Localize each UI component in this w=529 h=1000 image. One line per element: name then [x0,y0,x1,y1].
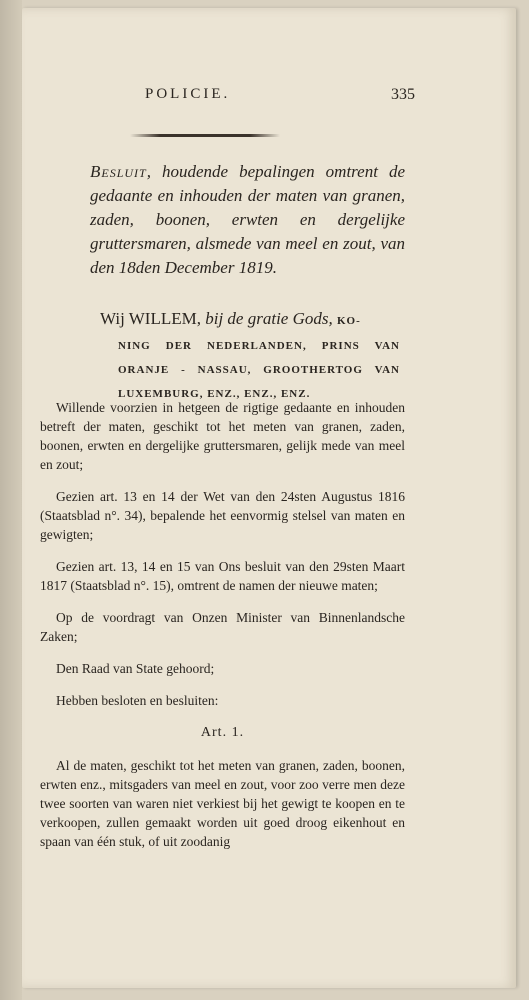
paragraph: Op de voordragt van Onzen Minister van Binnenlandsche Zaken; [40,610,405,644]
header-rule [130,134,280,137]
paragraph: Gezien art. 13, 14 en 15 van Ons besluit van den 29sten Maart 1817 (Staatsblad n°. 15), omtrent de namen der nieuwe maten; [40,559,405,593]
preamble-title-line4: LUXEMBURG, ENZ., ENZ., ENZ. [118,388,311,400]
paragraph: Gezien art. 13 en 14 der Wet van den 24sten Augustus 1816 (Staatsblad n°. 34), bepalende het eenvormig stelsel van maten en gewigten; [40,489,405,542]
preamble-title-line1: KO- [336,315,361,327]
body-text [40,398,405,864]
decree-title [90,160,405,280]
preamble-title-line2: NING DER NEDERLANDEN, PRINS VAN [118,340,400,352]
running-title: POLICIE. [145,86,231,102]
page-number: 335 [391,86,415,103]
preamble-opening: Wij WILLEM, [100,309,201,328]
article-text: Al de maten, geschikt tot het meten van granen, zaden, boonen, erwten enz., mitsgaders van meel en zout, voor zoo verre men deze twee soorten van waren niet verkiest bij het gewigt te koopen en te verkoopen, zullen gemaakt worden uit goed droog eikenhout en spaan van één stuk, of uit zoodanig [40,758,405,849]
paragraph: Den Raad van State gehoord; [56,661,215,676]
preamble-italic: bij de gratie Gods, [200,309,333,328]
paragraph: Hebben besloten en besluiten: [56,693,219,708]
preamble-title-line3: ORANJE - NASSAU, GROOTHERTOG VAN [118,364,400,376]
article-heading: Art. 1. [200,725,245,740]
decree-text: , houdende bepalingen omtrent de gedaante en inhouden der maten van granen, zaden, boonen, erwten en dergelijke gruttersmaren, alsmede van meel en zout, van den 18den December 1819. [90,162,405,277]
decree-lead: Besluit [90,162,147,181]
paragraph: Willende voorzien in hetgeen de rigtige gedaante en inhouden betreft der maten, geschikt tot het meten van granen, zaden, boonen, erwten en dergelijke gruttersmaren, gelijk mede van meel en zout; [40,400,405,472]
royal-preamble [100,306,400,406]
book-spine [0,0,22,1000]
